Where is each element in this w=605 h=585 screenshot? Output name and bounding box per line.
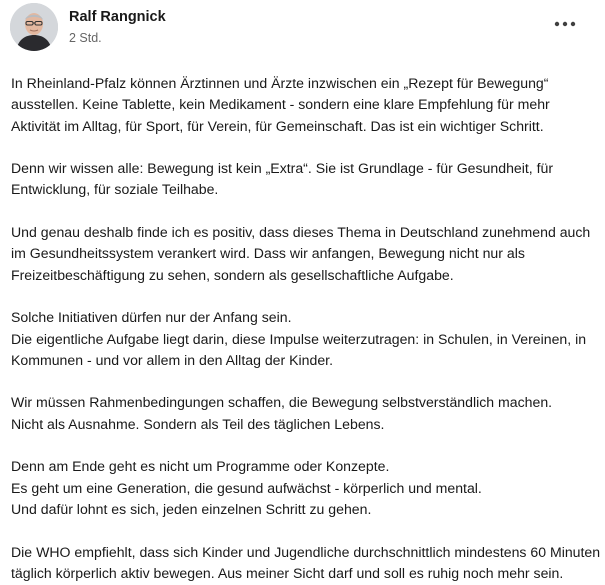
- post-timestamp: 2 Std.: [69, 31, 102, 45]
- post-text-line: Denn am Ende geht es nicht um Programme oder Konzepte.: [11, 458, 390, 475]
- post-paragraph: [11, 307, 605, 371]
- post-text-line: Die WHO empfiehlt, dass sich Kinder und Jugendliche durchschnittlich mindestens 60 Minuten: [11, 543, 601, 560]
- post-text-line: Solche Initiativen dürfen nur der Anfang sein.: [11, 309, 292, 326]
- post-paragraph: [11, 542, 605, 585]
- post-paragraph: [11, 73, 605, 137]
- post-text-line: Nicht als Ausnahme. Sondern als Teil des täglichen Lebens.: [11, 415, 385, 432]
- more-options-button[interactable]: [548, 10, 582, 38]
- post-paragraph: [11, 456, 605, 520]
- post-paragraph: [11, 222, 605, 286]
- post-body: [11, 73, 605, 585]
- post-text-line: Kommunen - und vor allem in den Alltag der Kinder.: [11, 351, 333, 368]
- author-name[interactable]: Ralf Rangnick: [69, 9, 166, 25]
- avatar[interactable]: [10, 3, 58, 51]
- post-text-line: täglich körperlich aktiv bewegen. Aus meiner Sicht darf und soll es ruhig noch mehr sein.: [11, 564, 564, 581]
- post-text-line: In Rheinland-Pfalz können Ärztinnen und Ärzte inzwischen ein „Rezept für Bewegung“: [11, 75, 549, 91]
- post-text-line: Denn wir wissen alle: Bewegung ist kein „Extra“. Sie ist Grundlage - für Gesundheit, für: [11, 160, 554, 177]
- post-text-line: Und genau deshalb finde ich es positiv, dass dieses Thema in Deutschland zunehmend auch: [11, 224, 591, 241]
- profile-photo-avatar: [10, 3, 58, 51]
- post-text-line: ausstellen. Keine Tablette, kein Medikament - sondern eine klare Empfehlung für mehr: [11, 96, 550, 113]
- more-options-icon: [548, 10, 582, 38]
- post-text-line: Aktivität im Alltag, für Sport, für Verein, für Gemeinschaft. Das ist ein wichtiger Schritt.: [11, 117, 544, 134]
- post-paragraph: [11, 158, 605, 201]
- post-text-line: Wir müssen Rahmenbedingungen schaffen, die Bewegung selbstverständlich machen.: [11, 394, 553, 411]
- post-text-line: Es geht um eine Generation, die gesund aufwächst - körperlich und mental.: [11, 479, 482, 496]
- post-paragraph: [11, 392, 605, 435]
- post-text-line: im Gesundheitssystem verankert wird. Dass wir anfangen, Bewegung nicht nur als: [11, 245, 525, 262]
- post-text-line: Entwicklung, für soziale Teilhabe.: [11, 181, 219, 198]
- post-text-line: Die eigentliche Aufgabe liegt darin, diese Impulse weiterzutragen: in Schulen, in Vereinen, in: [11, 330, 587, 347]
- post-text-line: Und dafür lohnt es sich, jeden einzelnen Schritt zu gehen.: [11, 500, 372, 517]
- post-text-line: Freizeitbeschäftigung zu sehen, sondern als gesellschaftliche Aufgabe.: [11, 266, 454, 283]
